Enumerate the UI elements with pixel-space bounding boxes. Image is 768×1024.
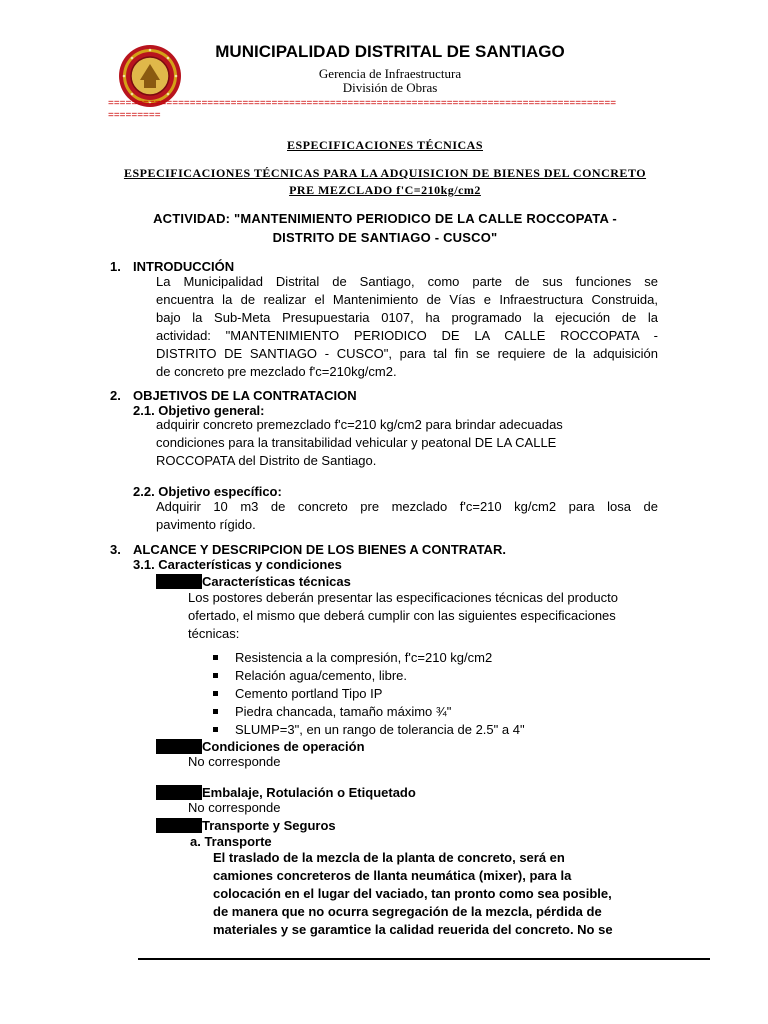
list-item-text: Cemento portland Tipo IP bbox=[235, 686, 383, 701]
list-item bbox=[213, 703, 663, 721]
objective-specific-line: Adquirir 10 m3 de concreto pre mezclado f'c=210 kg/cm2 para losa de bbox=[156, 499, 658, 514]
specs-subtitle-line1: ESPECIFICACIONES TÉCNICAS PARA LA ADQUISICION DE BIENES DEL CONCRETO bbox=[123, 166, 647, 180]
list-item-text: Piedra chancada, tamaño máximo ¾" bbox=[235, 704, 452, 719]
objective-general-title: 2.1. Objetivo general: bbox=[133, 403, 265, 418]
list-item bbox=[213, 667, 663, 685]
section1-line: encuentra la de realizar el Mantenimiento de Vías e Infraestructura Construida, bbox=[156, 292, 658, 307]
technical-line: Los postores deberán presentar las especificaciones técnicas del producto bbox=[188, 590, 618, 605]
header-separator-continuation: ========= bbox=[108, 110, 161, 121]
section1-number: 1. bbox=[110, 259, 121, 274]
technical-specs-list bbox=[213, 649, 663, 739]
bullet-icon bbox=[213, 691, 218, 696]
bullet-icon bbox=[213, 655, 218, 660]
technical-line: técnicas: bbox=[188, 626, 240, 641]
section1-line: actividad: "MANTENIMIENTO PERIODICO DE LA CALLE ROCCOPATA - bbox=[156, 328, 658, 343]
packing-title: Embalaje, Rotulación o Etiquetado bbox=[202, 785, 416, 800]
gerencia-label: Gerencia de Infraestructura bbox=[318, 66, 462, 81]
packing-text: No corresponde bbox=[188, 800, 281, 815]
redacted-number bbox=[156, 785, 202, 800]
section3-number: 3. bbox=[110, 542, 121, 557]
transport-line: El traslado de la mezcla de la planta de concreto, será en bbox=[213, 850, 565, 865]
objective-general-body bbox=[156, 416, 658, 470]
transport-body bbox=[213, 849, 663, 939]
redacted-number bbox=[156, 818, 202, 833]
list-item bbox=[213, 685, 663, 703]
bullet-icon bbox=[213, 673, 218, 678]
section2-title: OBJETIVOS DE LA CONTRATACION bbox=[133, 388, 357, 403]
technical-characteristics-body bbox=[188, 589, 658, 643]
characteristics-subtitle: 3.1. Características y condiciones bbox=[133, 557, 342, 572]
objective-general-line: adquirir concreto premezclado f'c=210 kg/cm2 para brindar adecuadas bbox=[156, 417, 563, 432]
division-label: División de Obras bbox=[342, 80, 438, 95]
transport-line: camiones concreteros de llanta neumática (mixer), para la bbox=[213, 868, 572, 883]
objective-general-line: ROCCOPATA del Distrito de Santiago. bbox=[156, 453, 377, 468]
transport-line: materiales y se garamtice la calidad reuerida del concreto. No se bbox=[213, 922, 613, 937]
activity-title-line2: DISTRITO DE SANTIAGO - CUSCO" bbox=[272, 230, 498, 245]
redacted-number bbox=[156, 739, 202, 754]
operation-conditions-text: No corresponde bbox=[188, 754, 281, 769]
operation-conditions-title: Condiciones de operación bbox=[202, 739, 365, 754]
redacted-number bbox=[156, 574, 202, 589]
section1-line: DISTRITO DE SANTIAGO - CUSCO", para tal fin se requiere de la adquisición bbox=[156, 346, 658, 361]
technical-characteristics-title: Características técnicas bbox=[202, 574, 351, 589]
objective-general-line: condiciones para la transitabilidad vehicular y peatonal DE LA CALLE bbox=[156, 435, 557, 450]
transport-subtitle: a. Transporte bbox=[190, 834, 272, 849]
objective-specific-title: 2.2. Objetivo específico: bbox=[133, 484, 282, 499]
activity-title-line1: ACTIVIDAD: "MANTENIMIENTO PERIODICO DE LA CALLE ROCCOPATA - bbox=[153, 211, 617, 226]
transport-line: de manera que no ocurra segregación de la mezcla, pérdida de bbox=[213, 904, 602, 919]
section1-line: bajo la Sub-Meta Presupuestaria 0107, ha programado la ejecución de la bbox=[156, 310, 658, 325]
list-item bbox=[213, 649, 663, 667]
list-item bbox=[213, 721, 663, 739]
footer-divider bbox=[138, 958, 710, 960]
objective-specific-line: pavimento rígido. bbox=[156, 517, 256, 532]
bullet-icon bbox=[213, 709, 218, 714]
municipality-title: MUNICIPALIDAD DISTRITAL DE SANTIAGO bbox=[215, 42, 565, 61]
list-item-text: Relación agua/cemento, libre. bbox=[235, 668, 407, 683]
section1-body bbox=[156, 273, 658, 381]
objective-specific-body bbox=[156, 498, 658, 534]
technical-line: ofertado, el mismo que deberá cumplir con las siguientes especificaciones bbox=[188, 608, 616, 623]
bullet-icon bbox=[213, 727, 218, 732]
specs-title: ESPECIFICACIONES TÉCNICAS bbox=[287, 138, 483, 152]
section1-line: de concreto pre mezclado f'c=210kg/cm2. bbox=[156, 364, 397, 379]
specs-subtitle-line2: PRE MEZCLADO f'C=210kg/cm2 bbox=[289, 183, 481, 197]
list-item-text: SLUMP=3", en un rango de tolerancia de 2.5" a 4" bbox=[235, 722, 525, 737]
list-item-text: Resistencia a la compresión, f'c=210 kg/cm2 bbox=[235, 650, 493, 665]
section1-line: La Municipalidad Distrital de Santiago, como parte de sus funciones se bbox=[156, 274, 658, 289]
transport-line: colocación en el lugar del vaciado, tan pronto como sea posible, bbox=[213, 886, 612, 901]
section3-title: ALCANCE Y DESCRIPCION DE LOS BIENES A CONTRATAR. bbox=[133, 542, 506, 557]
transport-insurance-title: Transporte y Seguros bbox=[202, 818, 336, 833]
section1-title: INTRODUCCIÓN bbox=[133, 259, 235, 274]
header-separator: ======================================================================================= bbox=[108, 98, 617, 109]
section2-number: 2. bbox=[110, 388, 121, 403]
